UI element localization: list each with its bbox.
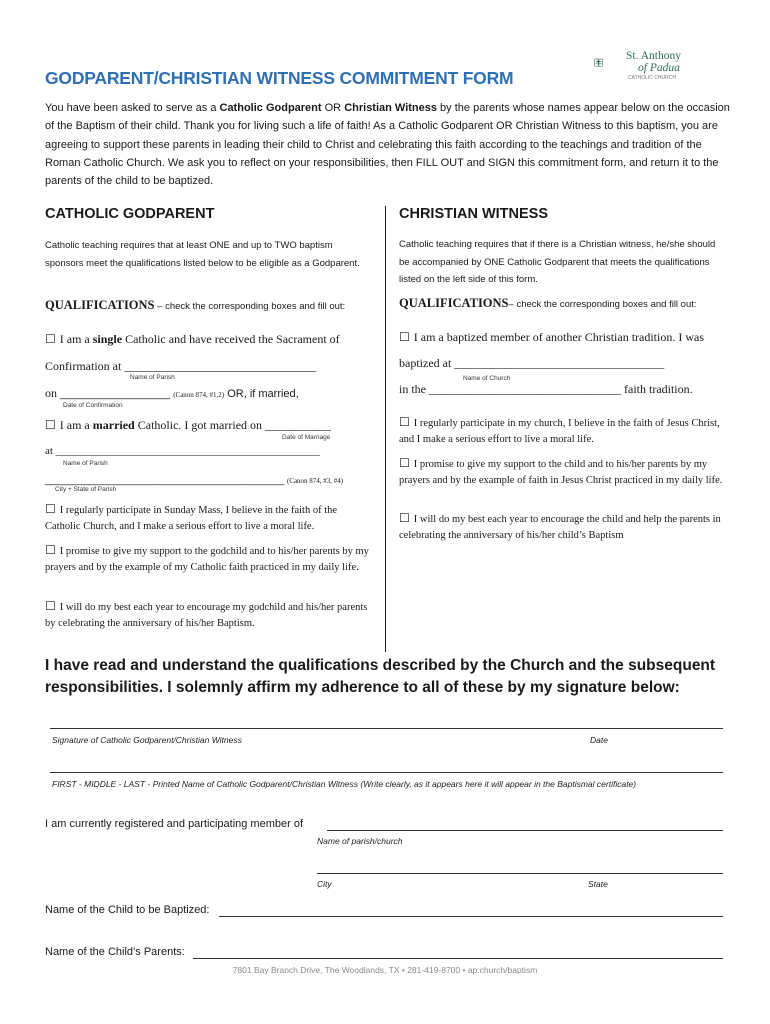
confirmation-date-row: on __________________ (Canon 874, #1,2) OR, if married, [45,386,299,400]
witness-qualifications-heading: QUALIFICATIONS– check the corresponding boxes and fill out: [399,296,697,310]
name-parish-church-label: Name of parish/church [317,836,403,846]
child-name-line[interactable] [219,916,723,917]
participate-church-checkbox[interactable]: ☐ [399,415,410,429]
city-state-label: City + State of Parish [55,486,117,493]
witness-anniversary-checkbox[interactable]: ☐ [399,511,410,525]
godparent-item-support: ☐ I promise to give my support to the godchild and to his/her parents by my prayers and by the example of my Catholic faith practiced in my daily life. [45,543,369,573]
confirmation-date-field[interactable]: __________________ [60,388,171,400]
anniversary-checkbox[interactable]: ☐ [45,599,56,613]
witness-teaching: Catholic teaching requires that if there is a Christian witness, he/she should be accompanied by ONE Catholic Godparent that meets the qualifications listed on the left side of this form. [399,239,716,285]
support-godchild-checkbox[interactable]: ☐ [45,543,56,557]
godparent-teaching: Catholic teaching requires that at least ONE and up to TWO baptism sponsors meet the qualifications listed below to be eligible as a Godparent. [45,240,360,269]
child-name-label: Name of the Child to be Baptized: [45,904,210,916]
support-child-checkbox[interactable]: ☐ [399,456,410,470]
baptized-church-field[interactable]: baptized at ___________________________________ [399,356,665,370]
printed-name-label: FIRST - MIDDLE - LAST - Printed Name of Catholic Godparent/Christian Witness (Write clearly, as it appears here it will appear in the Baptismal certificate) [52,779,637,789]
logo-subtitle: CATHOLIC CHURCH [628,75,676,81]
name-of-parish-label: Name of Parish [130,374,175,381]
baptized-member-checkbox[interactable]: ☐ [399,330,410,344]
logo-name-line2: of Padua [638,62,680,74]
state-label: State [588,879,608,889]
logo-name-line1: St. Anthony [626,50,681,62]
parents-name-line[interactable] [193,958,723,959]
godparent-item-anniversary: ☐ I will do my best each year to encourage my godchild and his/her parents by celebrating the anniversary of his/her Baptism. [45,599,368,629]
signature-line[interactable] [50,728,723,729]
marriage-city-field[interactable]: ___________________________________________ [45,475,285,486]
witness-item-participate: ☐ I regularly participate in my church, I believe in the faith of Jesus Christ, and I make a serious effort to live a moral life. [399,415,720,445]
name-of-parish-label-2: Name of Parish [63,460,108,467]
witness-item-anniversary: ☐ I will do my best each year to encourage the child and help the parents in celebrating the anniversary of his/her child’s Baptism [399,511,721,541]
godparent-heading: CATHOLIC GODPARENT [45,206,215,222]
footer-contact: 7801 Bay Branch Drive, The Woodlands, TX • 281-419-8700 • ap.church/baptism [232,965,538,975]
date-of-marriage-label: Date of Marriage [282,434,331,441]
faith-tradition-field[interactable]: in the ________________________________ faith tradition. [399,382,693,396]
godparent-item-single: ☐ I am a single Catholic and have received the Sacrament of [45,332,340,346]
witness-heading: CHRISTIAN WITNESS [399,206,549,222]
marriage-city-row: ___________________________________________ (Canon 874, #3, #4) [45,475,344,486]
marriage-parish-field[interactable]: at ________________________________________________ [45,445,320,457]
participate-mass-checkbox[interactable]: ☐ [45,502,56,516]
signature-label: Signature of Catholic Godparent/Christian Witness [52,735,242,745]
godparent-item-mass: ☐ I regularly participate in Sunday Mass, I believe in the faith of the Catholic Church, and I make a serious effort to live a moral life. [45,502,338,532]
printed-name-line[interactable] [50,772,723,773]
single-catholic-checkbox[interactable]: ☐ [45,332,56,346]
form-title: GODPARENT/CHRISTIAN WITNESS COMMITMENT FORM [45,68,514,88]
married-catholic-checkbox[interactable]: ☐ [45,418,56,432]
church-cross-icon [594,46,628,80]
affirmation-statement: I have read and understand the qualifications described by the Church and the subsequent responsibilities. I solemnly affirm my adherence to all of these by my signature below: [45,657,716,696]
city-label: City [317,879,332,889]
confirmation-parish-field[interactable]: Confirmation at ________________________________ [45,359,317,373]
godparent-qualifications-heading: QUALIFICATIONS – check the corresponding boxes and fill out: [45,298,346,312]
registered-label: I am currently registered and participating member of [45,818,304,830]
date-label: Date [590,735,608,745]
witness-item-baptized: ☐ I am a baptized member of another Christian tradition. I was [399,330,705,344]
parents-name-label: Name of the Child’s Parents: [45,946,185,958]
date-of-confirmation-label: Date of Confirmation [63,402,123,409]
witness-item-support: ☐ I promise to give my support to the child and to his/her parents by my prayers and by the example of faith in Jesus Christ practiced in my daily life. [399,456,723,486]
intro-paragraph: You have been asked to serve as a Catholic Godparent OR Christian Witness by the parents whose names appear below on the occasion of the Baptism of their child. Thank you for living such a life of faith! As a Catholic Godparent OR Christian Witness to this baptism, you are agreeing to support these parents in leading their child to Christ and celebrating this faith according to the teachings and tradition of the Roman Catholic Church. We ask you to reflect on your responsibilities, then FILL OUT and SIGN this commitment form, and return it to the parents of the child to be baptized. [45,102,730,188]
name-of-church-label: Name of Church [463,375,511,382]
city-state-line[interactable] [317,873,723,874]
column-divider [385,206,386,652]
godparent-item-married: ☐ I am a married Catholic. I got married on ___________ [45,418,332,432]
registered-parish-line[interactable] [327,830,723,831]
